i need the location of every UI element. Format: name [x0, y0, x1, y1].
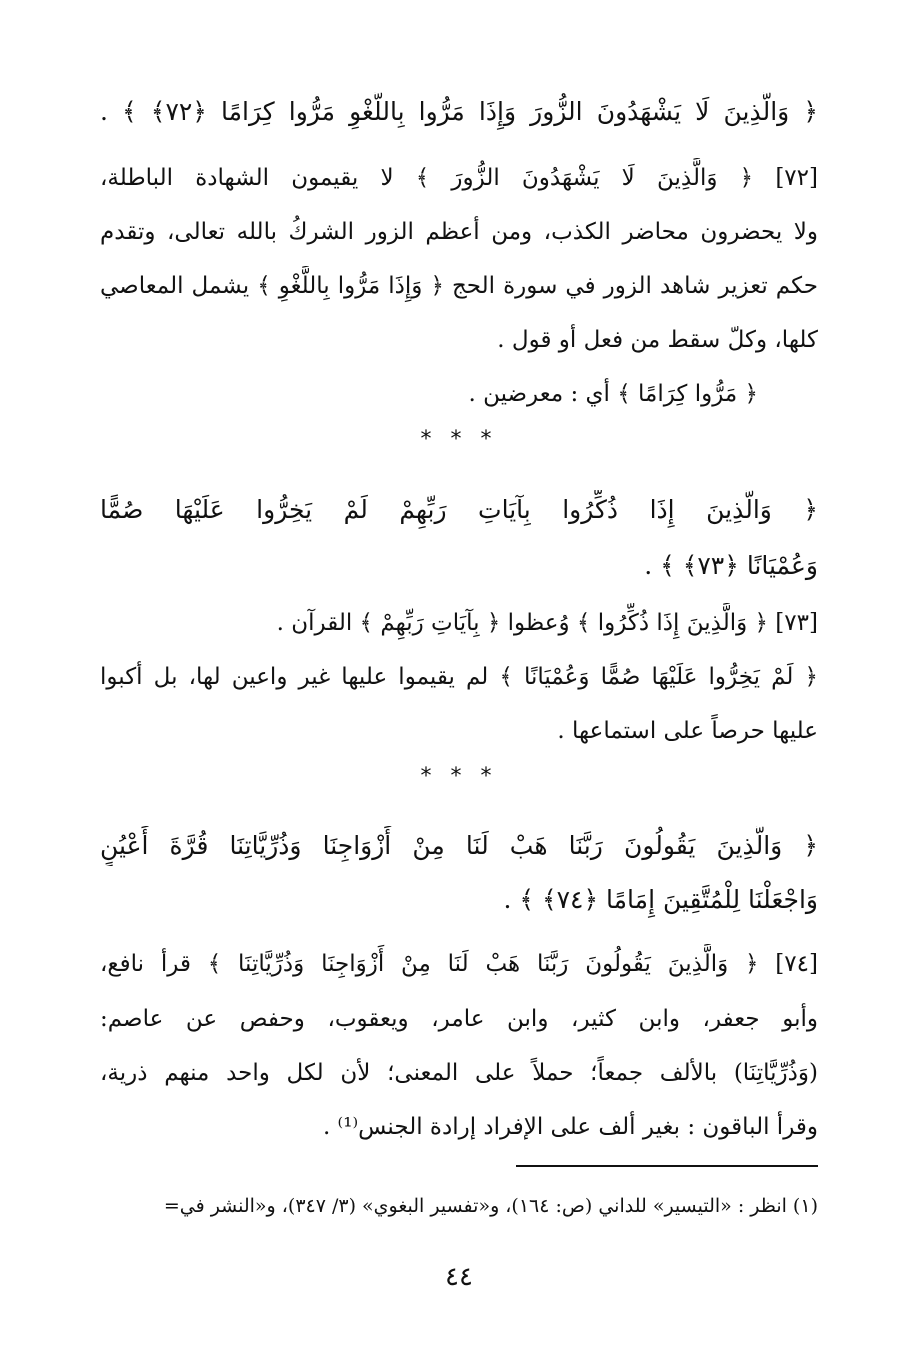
- book-page: [100, 0, 818, 1370]
- section-separator: * * *: [420, 427, 498, 452]
- verse-74-continued: وَاجْعَلْنَا لِلْمُتَّقِينَ إِمَامًا ﴿٧٤﴾ ﴾ .: [503, 885, 818, 914]
- footnote-separator: [516, 1165, 818, 1167]
- commentary-line: [٧٢] ﴿ وَالَّذِينَ لَا يَشْهَدُونَ الزُّورَ ﴾ لا يقيمون الشهادة الباطلة،: [100, 165, 818, 191]
- verse-73: ﴿ وَالَّذِينَ إِذَا ذُكِّرُوا بِآيَاتِ رَبِّهِمْ لَمْ يَخِرُّوا عَلَيْهَا صُمًّا: [100, 495, 818, 524]
- commentary-line: ﴿ لَمْ يَخِرُّوا عَلَيْهَا صُمًّا وَعُمْيَانًا ﴾ لم يقيموا عليها غير واعين لها، بل أكبوا: [100, 664, 818, 690]
- verse-73-continued: وَعُمْيَانًا ﴿٧٣﴾ ﴾ .: [644, 551, 818, 580]
- commentary-line: حكم تعزير شاهد الزور في سورة الحج ﴿ وَإِذَا مَرُّوا بِاللَّغْوِ ﴾ يشمل المعاصي: [100, 273, 818, 299]
- commentary-line: ﴿ مَرُّوا كِرَامًا ﴾ أي : معرضين .: [468, 381, 758, 407]
- verse-72: ﴿ وَالَّذِينَ لَا يَشْهَدُونَ الزُّورَ وَإِذَا مَرُّوا بِاللَّغْوِ مَرُّوا كِرَامًا ﴿٧٢﴾ ﴾ .: [100, 97, 818, 126]
- page-number: ٤٤: [445, 1262, 473, 1292]
- commentary-line: (وَذُرِّيَّاتِنَا) بالألف جمعاً؛ حملاً على المعنى؛ لأن لكل واحد منهم ذرية،: [100, 1060, 818, 1086]
- commentary-line: كلها، وكلّ سقط من فعل أو قول .: [497, 327, 818, 353]
- commentary-line: عليها حرصاً على استماعها .: [557, 718, 818, 744]
- commentary-line: وقرأ الباقون : بغير ألف على الإفراد إرادة الجنس⁽¹⁾ .: [322, 1114, 818, 1140]
- commentary-line: ولا يحضرون محاضر الكذب، ومن أعظم الزور الشركُ بالله تعالى، وتقدم: [100, 219, 818, 245]
- section-separator: * * *: [420, 764, 498, 789]
- verse-74: ﴿ وَالَّذِينَ يَقُولُونَ رَبَّنَا هَبْ لَنَا مِنْ أَزْوَاجِنَا وَذُرِّيَّاتِنَا قُرَّةَ أَعْيُنٍ: [100, 831, 818, 860]
- commentary-line: وأبو جعفر، وابن كثير، وابن عامر، ويعقوب، وحفص عن عاصم:: [100, 1006, 818, 1032]
- footnote: (١) انظر : «التيسير» للداني (ص: ١٦٤)، و«تفسير البغوي» (٣/ ٣٤٧)، و«النشر في=: [163, 1195, 818, 1217]
- commentary-line: [٧٣] ﴿ وَالَّذِينَ إِذَا ذُكِّرُوا ﴾ وُعظوا ﴿ بِآيَاتِ رَبِّهِمْ ﴾ القرآن .: [276, 610, 818, 636]
- commentary-line: [٧٤] ﴿ وَالَّذِينَ يَقُولُونَ رَبَّنَا هَبْ لَنَا مِنْ أَزْوَاجِنَا وَذُرِّيَّاتِنَا ﴾ قرأ نافع،: [100, 951, 818, 977]
